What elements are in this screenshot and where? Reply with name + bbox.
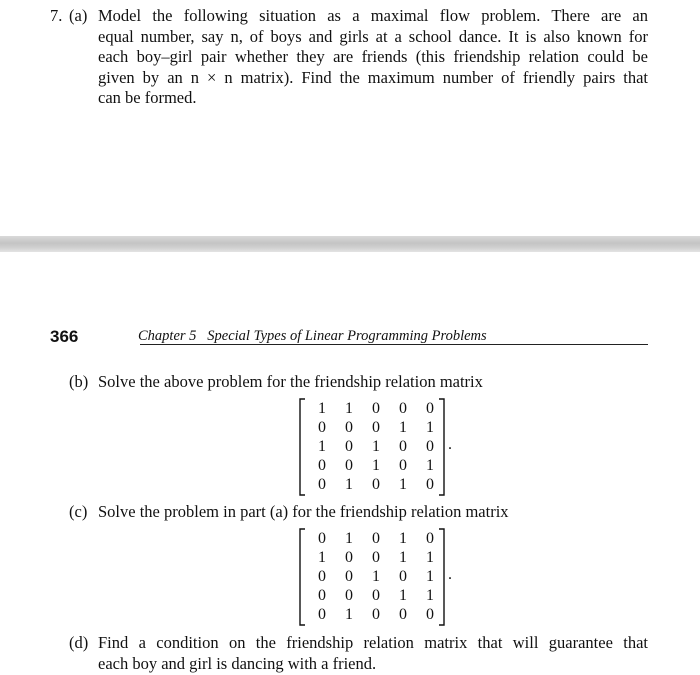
part-b-text: Solve the above problem for the friendship relation matrix bbox=[98, 372, 483, 391]
matrix-cell: 1 bbox=[399, 549, 407, 566]
part-a-line-2: equal number, say n, of boys and girls at a school dance. It is also known for bbox=[98, 26, 648, 46]
matrix-cell: 0 bbox=[426, 606, 434, 623]
matrix-cell: 1 bbox=[399, 419, 407, 436]
matrix-cell: 0 bbox=[345, 587, 353, 604]
matrix-cell: 0 bbox=[345, 549, 353, 566]
matrix-cell: 1 bbox=[399, 476, 407, 493]
matrix-cell: 1 bbox=[399, 587, 407, 604]
left-bracket bbox=[300, 399, 305, 495]
matrix-cell: 1 bbox=[345, 530, 353, 547]
matrix-cell: 1 bbox=[345, 606, 353, 623]
part-a-line-3: each boy–girl pair whether they are friends (this friendship relation could be bbox=[98, 47, 648, 66]
matrix-cell: 0 bbox=[318, 476, 326, 493]
matrix-cell: 1 bbox=[426, 587, 434, 604]
matrix-cell: 0 bbox=[399, 606, 407, 623]
matrix-cell: 0 bbox=[426, 530, 434, 547]
matrix-c bbox=[296, 528, 456, 626]
matrix-cell: 0 bbox=[345, 457, 353, 474]
part-c-text: Solve the problem in part (a) for the friendship relation matrix bbox=[98, 502, 509, 521]
part-d-line-2: each boy and girl is dancing with a friend. bbox=[98, 653, 377, 673]
matrix-cell: 1 bbox=[426, 549, 434, 566]
matrix-cell: 0 bbox=[318, 606, 326, 623]
matrix-cell: 0 bbox=[372, 606, 380, 623]
matrix-cell: 0 bbox=[372, 419, 380, 436]
matrix-cell: 0 bbox=[318, 419, 326, 436]
part-c-label: (c) bbox=[69, 502, 88, 521]
running-head bbox=[50, 325, 650, 347]
part-a-line-5: can be formed. bbox=[98, 88, 197, 107]
matrix-cell: 1 bbox=[372, 438, 380, 455]
matrix-cell: 1 bbox=[318, 549, 326, 566]
part-a-line-1: Model the following situation as a maximal flow problem. There are an bbox=[98, 6, 648, 25]
chapter-label: Chapter 5 bbox=[138, 328, 197, 344]
matrix-cell: 0 bbox=[426, 476, 434, 493]
matrix-cell: 0 bbox=[372, 476, 380, 493]
page-number: 366 bbox=[50, 327, 79, 346]
matrix-cell: 1 bbox=[399, 530, 407, 547]
matrix-cell: 0 bbox=[372, 400, 380, 417]
matrix-cell: 1 bbox=[372, 457, 380, 474]
matrix-cell: 0 bbox=[372, 549, 380, 566]
matrix-period: . bbox=[448, 436, 452, 453]
matrix-cell: 0 bbox=[318, 530, 326, 547]
matrix-cell: 0 bbox=[318, 568, 326, 585]
matrix-cell: 0 bbox=[345, 568, 353, 585]
matrix-cell: 0 bbox=[318, 587, 326, 604]
matrix-cell: 0 bbox=[372, 530, 380, 547]
matrix-cell: 1 bbox=[318, 438, 326, 455]
matrix-cell: 1 bbox=[426, 419, 434, 436]
matrix-cell: 0 bbox=[399, 438, 407, 455]
matrix-cell: 1 bbox=[318, 400, 326, 417]
matrix-cell: 0 bbox=[399, 457, 407, 474]
matrix-cell: 0 bbox=[426, 438, 434, 455]
matrix-b bbox=[296, 398, 456, 496]
page-divider bbox=[0, 236, 700, 252]
chapter-title bbox=[138, 328, 487, 345]
part-d-line-1: Find a condition on the friendship relation matrix that will guarantee that bbox=[98, 633, 648, 652]
matrix-cell: 0 bbox=[372, 587, 380, 604]
matrix-cell: 0 bbox=[345, 419, 353, 436]
matrix-cell: 1 bbox=[426, 457, 434, 474]
chapter-name: Special Types of Linear Programming Problems bbox=[207, 328, 487, 344]
matrix-cell: 0 bbox=[426, 400, 434, 417]
matrix-cell: 1 bbox=[426, 568, 434, 585]
part-d-label: (d) bbox=[69, 633, 89, 652]
part-a-line-4: given by an n × n matrix). Find the maximum number of friendly pairs that bbox=[98, 67, 648, 87]
header-rule bbox=[140, 344, 648, 345]
matrix-cell: 0 bbox=[318, 457, 326, 474]
part-a-label: (a) bbox=[69, 6, 88, 25]
matrix-cell: 0 bbox=[345, 438, 353, 455]
matrix-cell: 1 bbox=[372, 568, 380, 585]
problem-number: 7. bbox=[50, 6, 63, 25]
matrix-cell: 0 bbox=[399, 400, 407, 417]
part-b-label: (b) bbox=[69, 372, 89, 391]
matrix-cell: 1 bbox=[345, 476, 353, 493]
left-bracket bbox=[300, 529, 305, 625]
matrix-cell: 1 bbox=[345, 400, 353, 417]
matrix-cell: 0 bbox=[399, 568, 407, 585]
matrix-period: . bbox=[448, 566, 452, 583]
